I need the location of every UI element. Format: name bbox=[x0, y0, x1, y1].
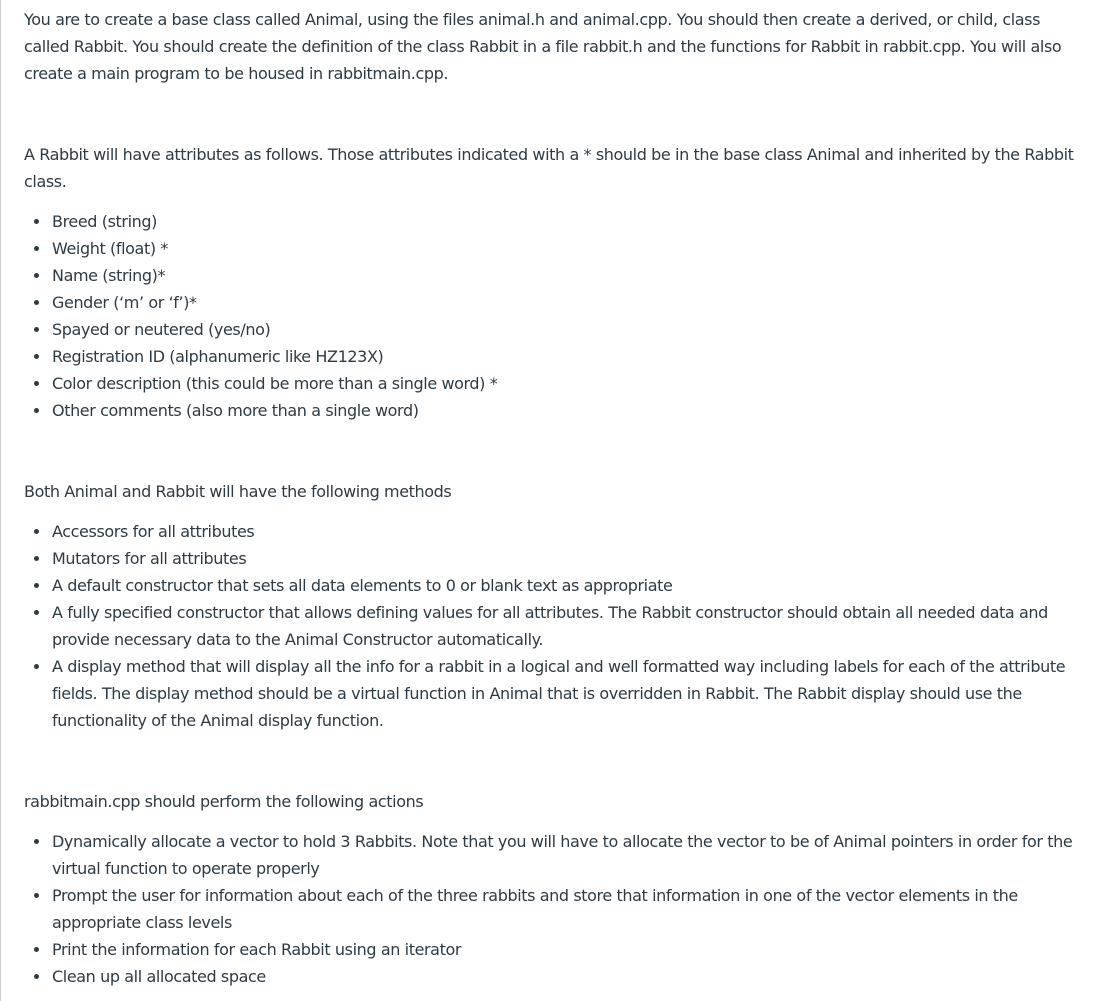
list-item: A default constructor that sets all data elements to 0 or blank text as appropriate bbox=[52, 572, 1084, 599]
list-item: Name (string)* bbox=[52, 262, 1084, 289]
main-program-list bbox=[24, 828, 1084, 990]
intro-paragraph: You are to create a base class called Animal, using the files animal.h and animal.cpp. You should then create a derived, or child, class called Rabbit. You should create the definition of the class Rabbit in a file rabbit.h and the functions for Rabbit in rabbit.cpp. You will also create a main program to be housed in rabbitmain.cpp. bbox=[24, 10, 1062, 83]
left-border bbox=[0, 0, 1, 1001]
list-item: Gender (‘m’ or ‘f’)* bbox=[52, 289, 1084, 316]
list-item: Accessors for all attributes bbox=[52, 518, 1084, 545]
list-item: Clean up all allocated space bbox=[52, 963, 1084, 990]
list-item: Print the information for each Rabbit using an iterator bbox=[52, 936, 1084, 963]
list-item: Mutators for all attributes bbox=[52, 545, 1084, 572]
attributes-list bbox=[24, 208, 1084, 424]
list-item: Other comments (also more than a single word) bbox=[52, 397, 1084, 424]
list-item: Spayed or neutered (yes/no) bbox=[52, 316, 1084, 343]
list-item: A display method that will display all the info for a rabbit in a logical and well formatted way including labels for each of the attribute fields. The display method should be a virtual function in Animal that is overridden in Rabbit. The Rabbit display should use the functionality of the Animal display function. bbox=[52, 653, 1084, 734]
assignment-description bbox=[24, 6, 1084, 990]
list-item: Dynamically allocate a vector to hold 3 Rabbits. Note that you will have to allocate the vector to be of Animal pointers in order for the virtual function to operate properly bbox=[52, 828, 1084, 882]
methods-intro: Both Animal and Rabbit will have the following methods bbox=[24, 482, 452, 501]
list-item: Prompt the user for information about each of the three rabbits and store that information in one of the vector elements in the appropriate class levels bbox=[52, 882, 1084, 936]
list-item: Registration ID (alphanumeric like HZ123X) bbox=[52, 343, 1084, 370]
methods-list bbox=[24, 518, 1084, 734]
attributes-intro: A Rabbit will have attributes as follows. Those attributes indicated with a * should be in the base class Animal and inherited by the Rabbit class. bbox=[24, 145, 1074, 191]
main-program-intro: rabbitmain.cpp should perform the following actions bbox=[24, 792, 424, 811]
list-item: Weight (float) * bbox=[52, 235, 1084, 262]
list-item: Color description (this could be more than a single word) * bbox=[52, 370, 1084, 397]
list-item: A fully specified constructor that allows defining values for all attributes. The Rabbit constructor should obtain all needed data and provide necessary data to the Animal Constructor automatically. bbox=[52, 599, 1084, 653]
list-item: Breed (string) bbox=[52, 208, 1084, 235]
